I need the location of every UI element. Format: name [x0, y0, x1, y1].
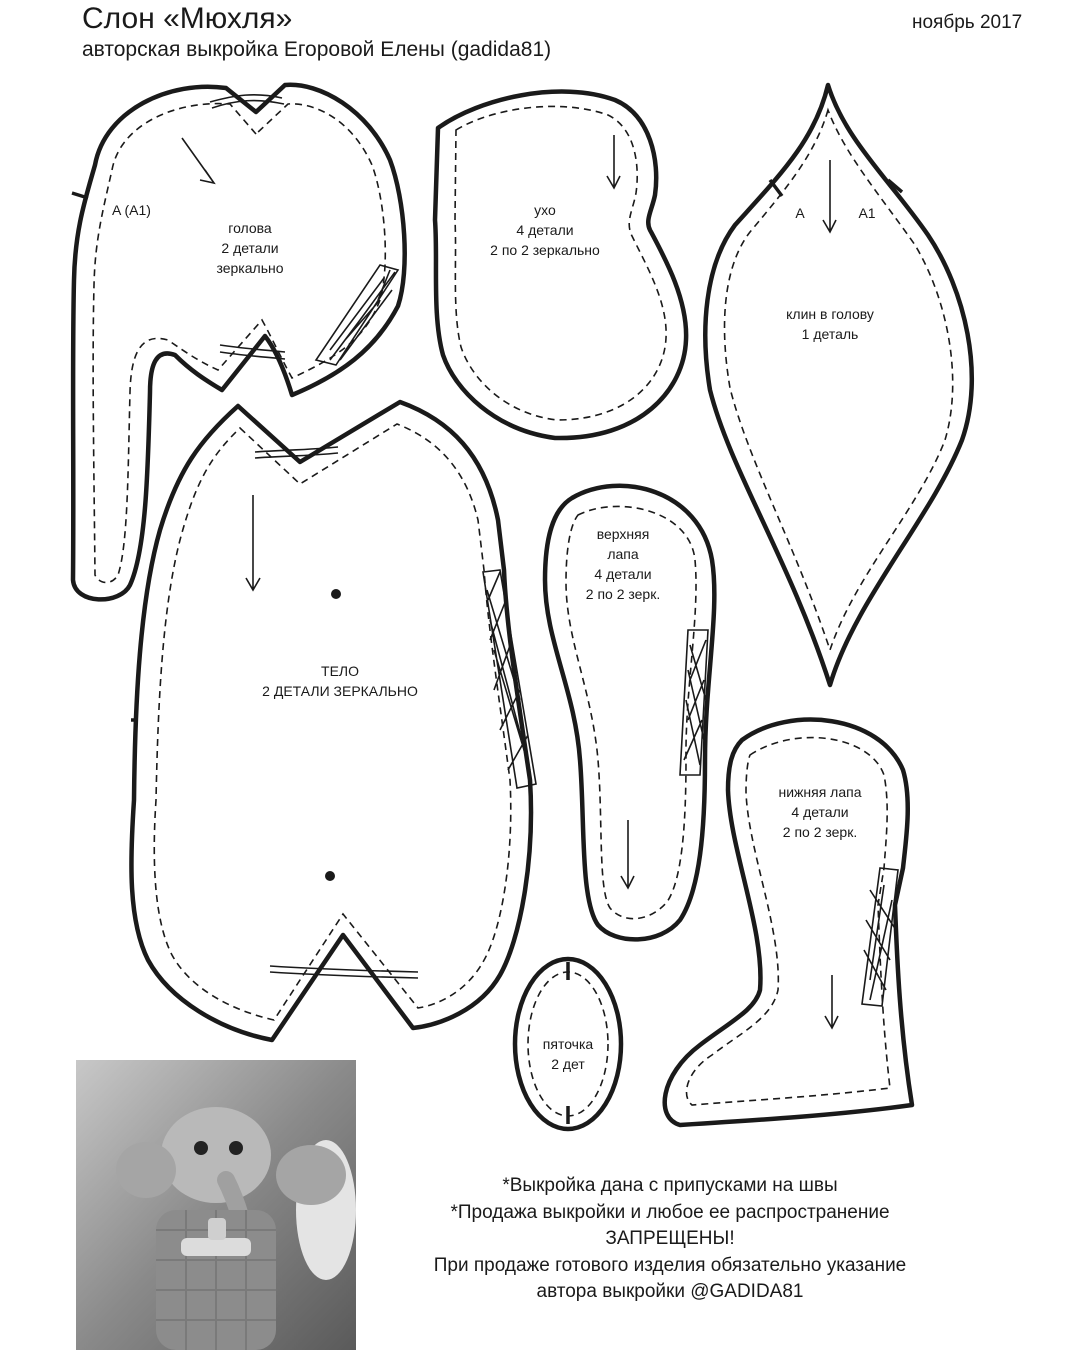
toy-photo	[76, 1060, 356, 1350]
note-line: *Выкройка дана с припусками на швы	[502, 1175, 838, 1196]
note-line: ЗАПРЕЩЕНЫ!	[605, 1228, 735, 1249]
wedge-piece	[705, 85, 971, 685]
lower-paw-label: нижняя лапа 4 детали 2 по 2 зерк.	[778, 784, 862, 840]
note-line: автора выкройки @GADIDA81	[536, 1281, 804, 1302]
ear-piece	[435, 92, 686, 439]
page-subtitle: авторская выкройка Егоровой Елены (gadida81)	[82, 38, 552, 61]
wedge-mark-right: A1	[858, 205, 876, 221]
date-label: ноябрь 2017	[912, 12, 1023, 33]
page-title: Слон «Мюхля»	[82, 2, 293, 35]
head-label: голова 2 детали зеркально	[216, 220, 284, 276]
note-line: При продаже готового изделия обязательно указание	[433, 1254, 907, 1276]
wedge-mark-left: A	[795, 205, 805, 221]
body-label: ТЕЛО 2 ДЕТАЛИ ЗЕРКАЛЬНО	[262, 663, 418, 699]
note-line: *Продажа выкройки и любое ее распространение	[450, 1201, 890, 1223]
wedge-label: клин в голову 1 деталь	[786, 306, 874, 342]
head-mark-label: A (A1)	[112, 202, 151, 218]
ear-label: ухо 4 детали 2 по 2 зеркально	[490, 202, 600, 258]
body-piece	[131, 402, 536, 1040]
heel-label: пяточка 2 дет	[542, 1036, 594, 1072]
upper-paw-label: верхняя лапа 4 детали 2 по 2 зерк.	[585, 526, 661, 602]
notes-block	[390, 1173, 950, 1306]
